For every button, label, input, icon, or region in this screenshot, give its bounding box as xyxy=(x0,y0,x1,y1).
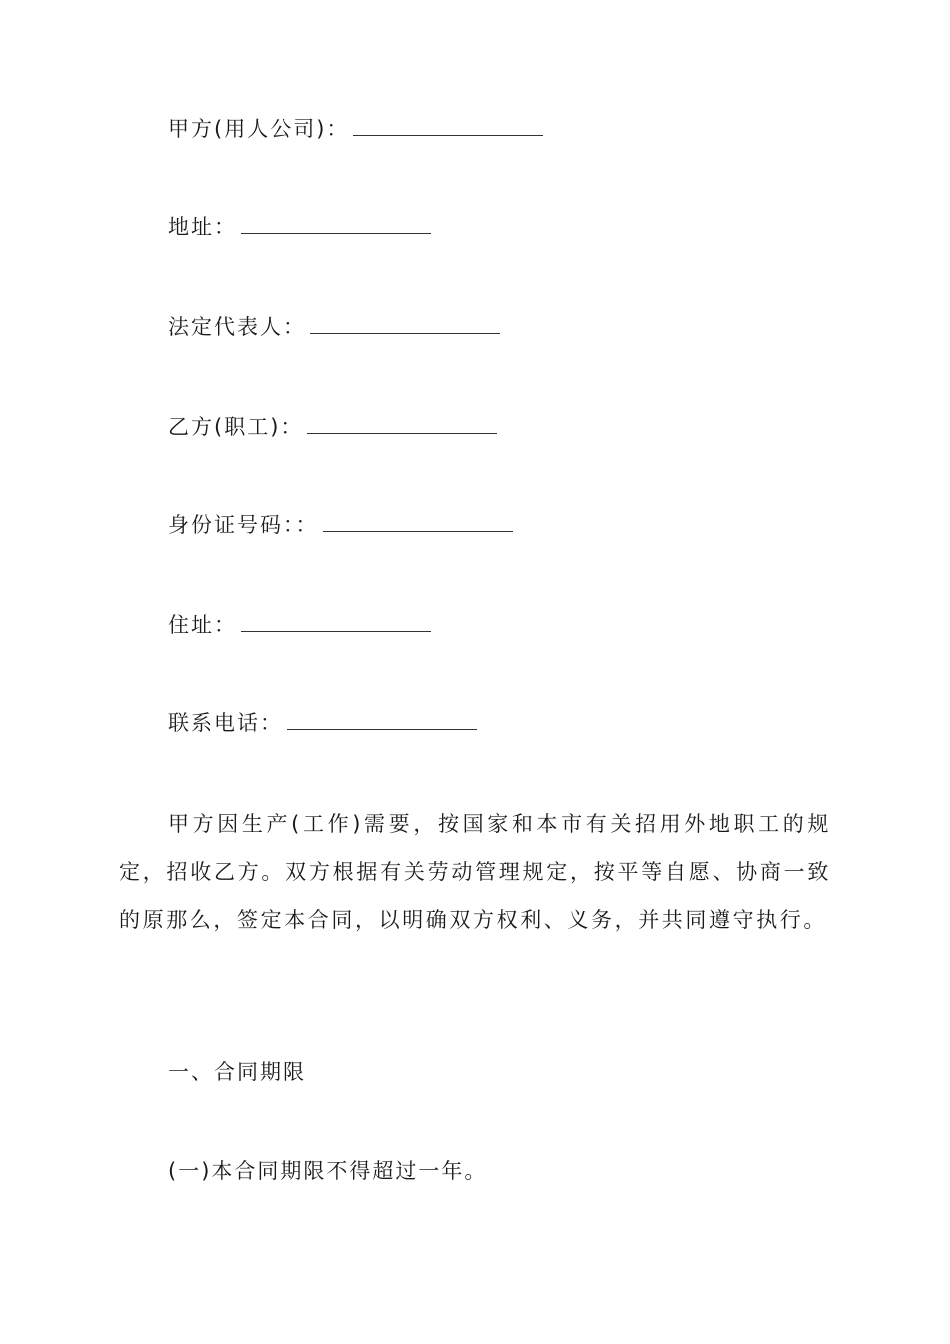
preamble-paragraph: 甲方因生产(工作)需要，按国家和本市有关招用外地职工的规定，招收乙方。双方根据有关劳动管理规定，按平等自愿、协商一致的原那么，签定本合同，以明确双方权利、义务，并共同遵守执行。 xyxy=(119,812,831,932)
section-title: 一、合同期限 xyxy=(168,1060,306,1084)
id-number-blank xyxy=(323,513,513,532)
address-blank xyxy=(241,215,431,234)
party-b-label: 乙方(职工)： xyxy=(168,415,304,439)
party-a-blank xyxy=(353,117,543,136)
party-a-label: 甲方(用人公司)： xyxy=(168,117,350,141)
id-number-field xyxy=(168,510,513,540)
party-b-field xyxy=(168,412,497,442)
residence-field xyxy=(168,610,431,640)
party-b-blank xyxy=(307,415,497,434)
id-number-label: 身份证号码：： xyxy=(168,513,319,537)
phone-blank xyxy=(287,711,477,730)
section-item: (一)本合同期限不得超过一年。 xyxy=(168,1159,488,1183)
party-a-field xyxy=(168,114,543,144)
residence-blank xyxy=(241,613,431,632)
address-label: 地址： xyxy=(168,215,237,239)
legal-rep-blank xyxy=(310,315,500,334)
residence-label: 住址： xyxy=(168,613,237,637)
phone-field xyxy=(168,708,477,738)
address-field xyxy=(168,212,431,242)
legal-rep-label: 法定代表人： xyxy=(168,315,306,339)
phone-label: 联系电话： xyxy=(168,711,283,735)
legal-rep-field xyxy=(168,312,500,342)
